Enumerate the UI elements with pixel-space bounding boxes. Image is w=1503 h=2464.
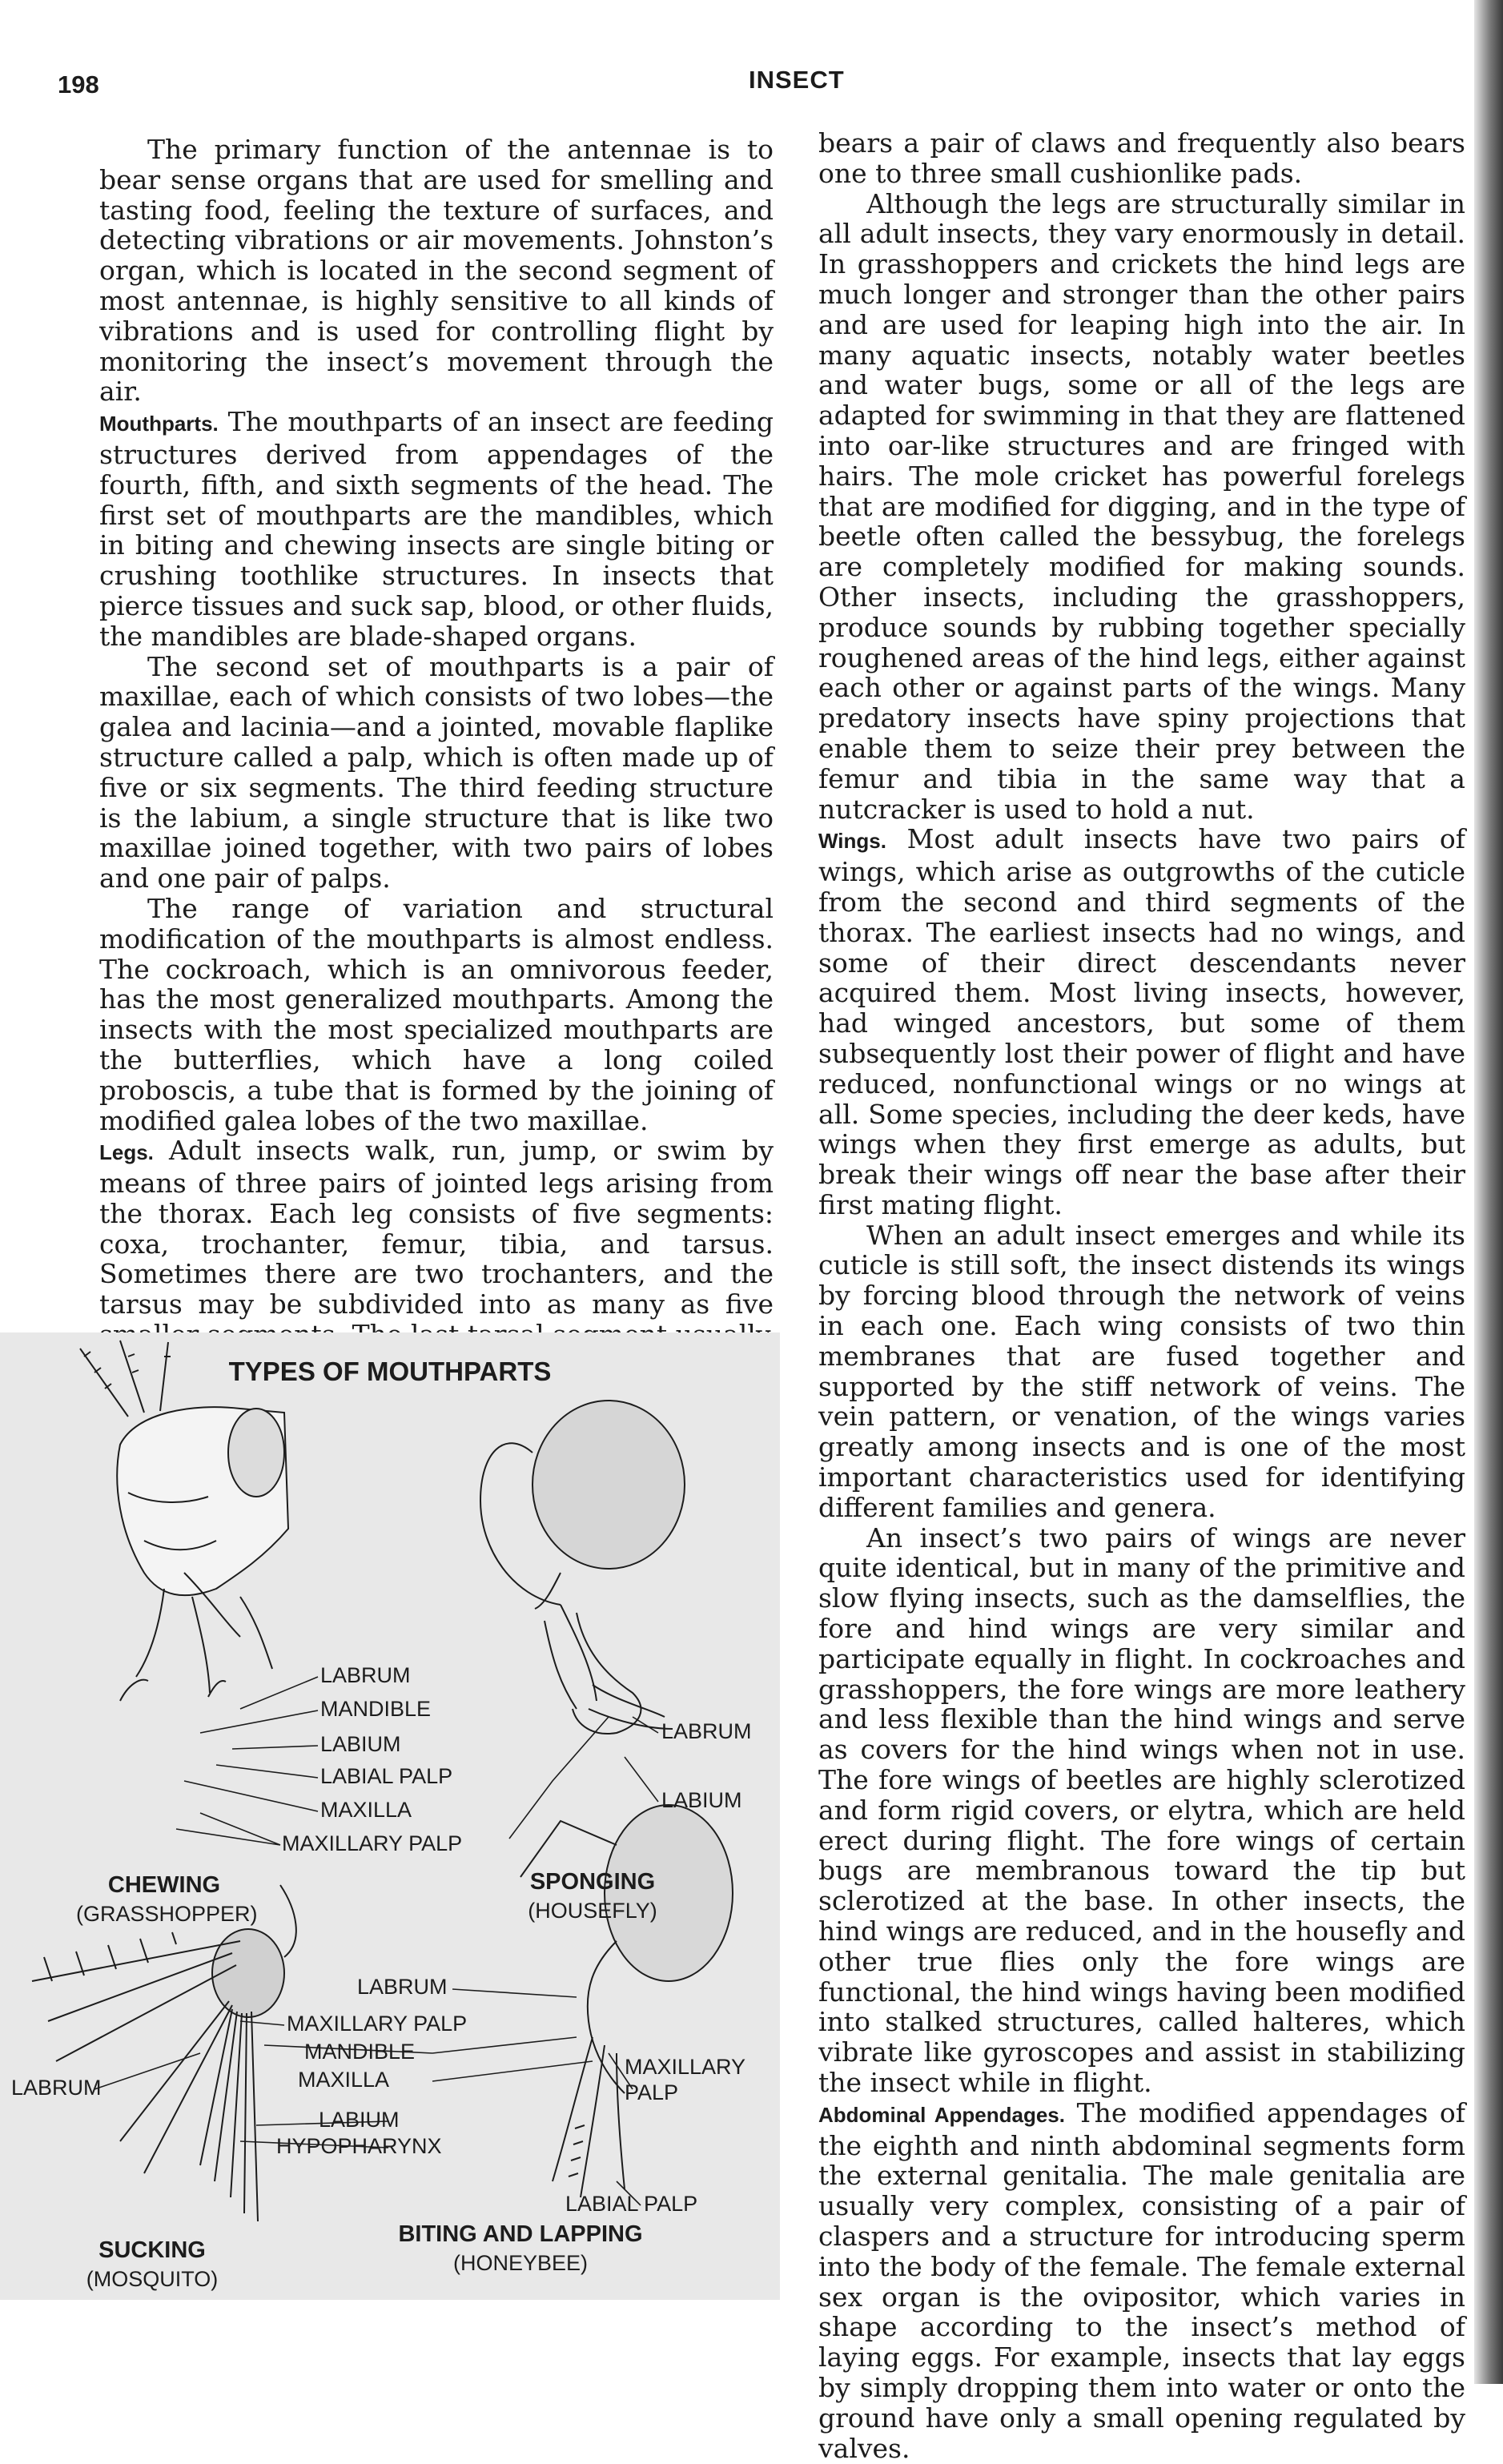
paragraph xyxy=(99,1136,774,1350)
paragraph: The range of variation and structural modification of the mouthparts is almost endless. The cockroach, which is an omnivorous feeder, has the most generalized mouthparts. Among the insects with the most specialized mouthparts are the butterflies, which have a long coiled proboscis, a tube that is formed by the joining of modified galea lobes of the two maxillae. xyxy=(99,892,774,1136)
chewing-label-labial-palp: LABIAL PALP xyxy=(320,1764,453,1788)
sucking-caption xyxy=(80,2237,224,2292)
sponging-label-labrum: LABRUM xyxy=(661,1719,752,1743)
paragraph xyxy=(818,824,1465,1220)
caption-title: SPONGING xyxy=(529,1869,656,1895)
paragraph-text: Adult insects walk, run, jump, or swim by means of three pairs of jointed legs arising from the thorax. Each leg consists of five segments: coxa, trochanter, femur, tibia, and tarsus. Sometimes there are two trochanters, and the tarsus may be subdivided into as many as five xyxy=(99,1135,774,1320)
sucking-label-mandible: MANDIBLE xyxy=(304,2040,416,2064)
run-in-heading: Abdominal Appendages. xyxy=(818,2102,1065,2127)
caption-title: BITING AND LAPPING xyxy=(398,2221,643,2247)
paragraph-text: Most adult insects have two pairs of wings, which arise as outgrowths of the cuticle from the second and third segments of the thorax. The earliest insects had no wings, and some of their direct descendants never acquired them. Most living insects, however, had winged ancestors, but some of them subsequently lost their power of flight and have reduced, nonfunctional wings or no wings at all. Some species, including the deer keds, have wings when they first emerge as adults, but break their wings off near the base after their first mating flight. xyxy=(818,823,1465,1220)
caption-subtitle: (HONEYBEE) xyxy=(452,2251,589,2275)
paragraph-text: The mouthparts of an insect are feeding structures derived from appendages of the fourth, fifth, and sixth segments of the head. The first set of mouthparts are the mandibles, which in biting and chewing insects are single biting or crushing toothlike structures. In insects that pierce tissues and suck sap, blood, or other fluids, the mandibles are blade-shaped organs. xyxy=(99,406,774,652)
figure-title: TYPES OF MOUTHPARTS xyxy=(228,1357,552,1386)
housefly-head-drawing xyxy=(480,1401,685,1734)
chewing-label-labium: LABIUM xyxy=(320,1732,401,1756)
left-column xyxy=(99,135,774,1350)
biting-label-maxillary: MAXILLARY xyxy=(625,2055,746,2079)
paragraph: The primary function of the antennae is to bear sense organs that are used for smelling and tasting food, feeling the texture of surfaces, and detecting vibrations or air movements. Johnston’s organ, which is located in the second segment of most antennae, is highly sensitive to all kinds of vibrations and is used for controlling flight by monitoring the insect’s movement through the air. xyxy=(99,134,774,408)
honeybee-drawing xyxy=(520,1805,733,2197)
sucking-label-labrum: LABRUM xyxy=(357,1975,448,1999)
sponging-caption xyxy=(496,1869,689,1923)
sucking-label-maxilla: MAXILLA xyxy=(298,2068,390,2092)
paragraph: An insect’s two pairs of wings are never quite identical, but in many of the primitive and slow flying insects, such as the damselflies, the fore and hind wings are very similar and participate equally in flight. In cockroaches and grasshoppers, the fore wings are more leathery and less flexible than the hind wings and serve as covers for the hind wings when not in use. The fore wings of beetles are highly sclerotized and form rigid covers, or elytra, which are held erect during flight. The fore wings of certain bugs are membranous toward the tip but sclerotized at the base. In other insects, the hind wings are reduced, and in the housefly and other true flies only the fore wings are functional, the hind wings having been modified into stalked structures, called halteres, which vibrate like gyroscopes and assist in stabilizing the insect while in flight. xyxy=(818,1521,1465,2098)
caption-subtitle: (MOSQUITO) xyxy=(86,2267,219,2291)
biting-caption xyxy=(376,2221,665,2276)
grasshopper-head-drawing xyxy=(80,1341,288,1701)
paragraph xyxy=(99,407,774,651)
running-head: INSECT xyxy=(749,66,845,94)
run-in-heading: Legs. xyxy=(99,1140,154,1165)
mouthparts-figure xyxy=(0,1332,780,2300)
chewing-label-mandible: MANDIBLE xyxy=(320,1697,432,1721)
page-number: 198 xyxy=(58,70,99,98)
sponging-label-labium: LABIUM xyxy=(661,1788,742,1812)
chewing-label-labrum: LABRUM xyxy=(320,1663,411,1687)
chewing-label-maxillary-palp: MAXILLARY PALP xyxy=(282,1831,463,1855)
chewing-caption xyxy=(76,1872,258,1927)
sucking-label-labium: LABIUM xyxy=(319,2108,400,2132)
paragraph-text: The modified appendages of the eighth and ninth abdominal segments form the external genitalia. The male genitalia are usually very complex, consisting of a pair of claspers and a structure for introducing sperm into the body of the female. The female external sex organ is the ovipositor, which varies in shape according to the insect’s method of laying eggs. For example, insects that lay eggs by simply dropping them into water or onto the ground have only a small opening regulated by valves. xyxy=(818,2096,1465,2464)
paragraph xyxy=(818,2098,1465,2464)
paragraph: The second set of mouthparts is a pair of maxillae, each of which consists of two lobes—the galea and lacinia—and a jointed, movable flaplike structure called a palp, which is often made up of five or six segments. The third feeding structure is the labium, a single structure that is like two maxillae joined together, with two pairs of lobes and one pair of palps. xyxy=(99,650,774,894)
sucking-label-hypopharynx: HYPOPHARYNX xyxy=(276,2134,442,2158)
biting-label-labial-palp: LABIAL PALP xyxy=(565,2192,698,2216)
sucking-label-labrum-left: LABRUM xyxy=(11,2076,102,2100)
paragraph: When an adult insect emerges and while its cuticle is still soft, the insect distends its wings by forcing blood through the network of veins in each one. Each wing consists of two thin membranes that are fused together and supported by the stiff network of veins. The vein pattern, or venation, of the wings varies greatly among insects and is one of the most important characteristics used for identifying different families and genera. xyxy=(818,1219,1465,1523)
sucking-label-maxillary-palp: MAXILLARY PALP xyxy=(287,2012,468,2036)
caption-subtitle: (GRASSHOPPER) xyxy=(76,1902,258,1926)
right-column xyxy=(818,128,1465,2463)
caption-title: SUCKING xyxy=(98,2237,206,2263)
run-in-heading: Mouthparts. xyxy=(99,412,219,436)
paragraph: Although the legs are structurally similar in all adult insects, they vary enormously in detail. In grasshoppers and crickets the hind legs are much longer and stronger than the other pairs and are used for leaping high into the air. In many aquatic insects, notably water beetles and water bugs, some or all of the legs are adapted for swimming in that they are flattened into oar-like structures and are fringed with hairs. The mole cricket has powerful forelegs that are modified for digging, and in the type of beetle often called the bessybug, the forelegs are completely modified for making sounds. Other insects, including the grasshoppers, produce sounds by rubbing together specially roughened areas of the hind legs, either against each other or against parts of the wings. Many predatory insects have spiny projections that enable them to seize their prey between the femur and tibia in the same way that a nutcracker is used to hold a nut. xyxy=(818,187,1465,825)
paragraph: bears a pair of claws and frequently also bears one to three small cushionlike pads. xyxy=(818,127,1465,189)
chewing-label-maxilla: MAXILLA xyxy=(320,1798,412,1822)
biting-label-palp: PALP xyxy=(625,2080,679,2104)
run-in-heading: Wings. xyxy=(818,829,886,854)
caption-title: CHEWING xyxy=(107,1872,221,1898)
mosquito-drawing xyxy=(32,1885,296,2221)
caption-subtitle: (HOUSEFLY) xyxy=(528,1899,657,1923)
page-edge-shadow xyxy=(1474,0,1503,2384)
